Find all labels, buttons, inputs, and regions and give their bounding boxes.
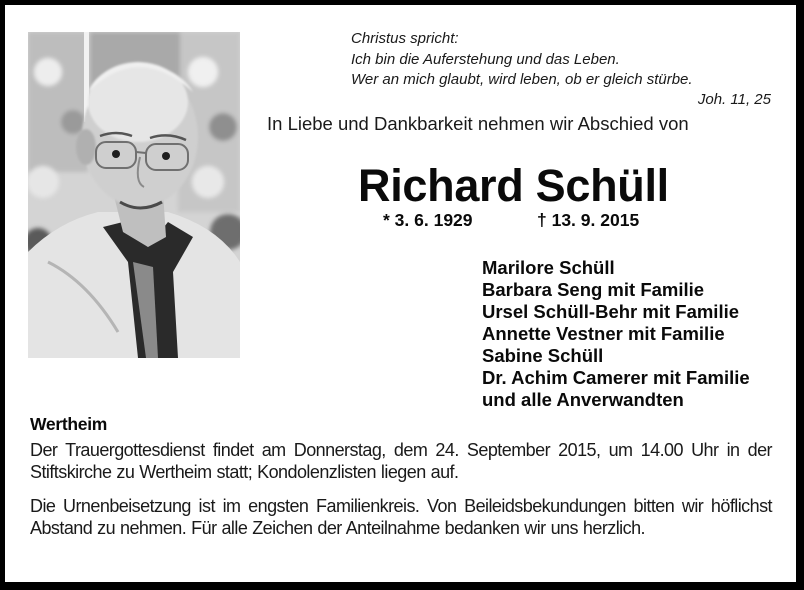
place-heading: Wertheim [30,414,108,434]
quote-reference: Joh. 11, 25 [697,90,771,108]
mourners-list [482,257,750,411]
obituary-card [5,5,796,582]
mourner-item: Dr. Achim Camerer mit Familie [482,367,750,388]
mourner-item: Barbara Seng mit Familie [482,279,705,300]
farewell-line: In Liebe und Dankbarkeit nehmen wir Abschied von [267,113,689,134]
portrait-photo [28,32,240,358]
birth-date: * 3. 6. 1929 [383,210,473,230]
bible-quote [351,29,771,108]
quote-line: Ich bin die Auferstehung und das Leben. [351,50,620,68]
mourner-item: und alle Anverwandten [482,389,684,410]
quote-line: Wer an mich glaubt, wird leben, ob er gleich stürbe. [351,71,693,88]
mourner-item: Marilore Schüll [482,257,615,278]
mourner-item: Annette Vestner mit Familie [482,323,725,344]
service-info-paragraph: Der Trauergottesdienst findet am Donnerstag, dem 24. September 2015, um 14.00 Uhr in der Stiftskirche zu Wertheim statt; Kondolenzlisten liegen auf. [30,440,772,482]
burial-info-paragraph: Die Urnenbeisetzung ist im engsten Familienkreis. Von Beileidsbekundungen bitten wir höflichst Abstand zu nehmen. Für alle Zeichen der Anteilnahme bedanken wir uns herzlich. [30,496,772,538]
mourner-item: Ursel Schüll-Behr mit Familie [482,301,740,322]
portrait-image-icon [28,32,240,358]
death-date: † 13. 9. 2015 [537,210,640,230]
quote-line: Christus spricht: [351,30,459,47]
mourner-item: Sabine Schüll [482,345,604,366]
deceased-name: Richard Schüll [358,160,669,211]
